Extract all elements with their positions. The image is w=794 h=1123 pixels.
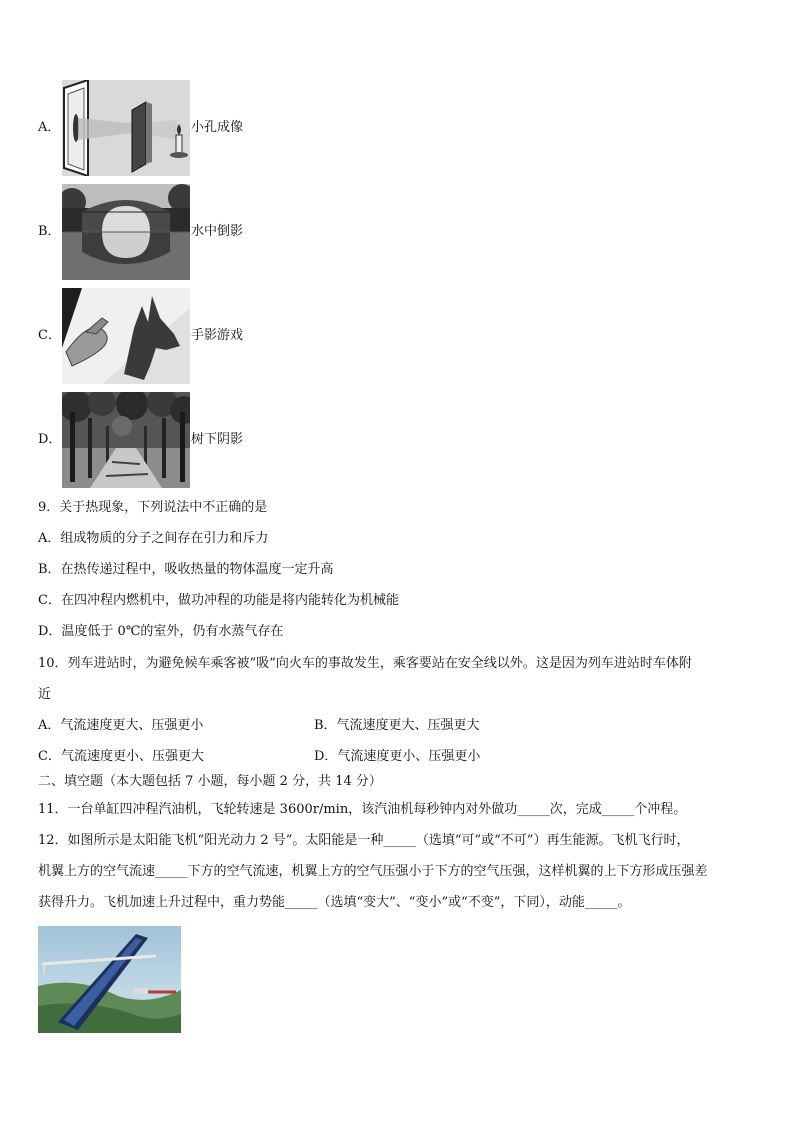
option-a: A．组成物质的分子之间存在引力和斥力 xyxy=(38,531,269,546)
solar-plane-image xyxy=(38,926,181,1033)
question-12-line-1: 12．如图所示是太阳能飞机“阳光动力 2 号”。太阳能是一种_____（选填“可”或“不可”）再生能源。飞机飞行时， xyxy=(38,833,690,848)
option-b: B．气流速度更大、压强更大 xyxy=(314,718,480,733)
question-12-line-3: 获得升力。飞机加速上升过程中，重力势能_____（选填“变大”、“变小”或“不变”，下同），动能_____。 xyxy=(38,895,631,910)
option-letter: C． xyxy=(38,328,61,343)
hand-shadow-image xyxy=(62,288,190,384)
question-stem: 9．关于热现象，下列说法中不正确的是 xyxy=(38,500,268,515)
option-c: C．气流速度更小、压强更大 xyxy=(38,749,204,764)
option-d: D．温度低于 0℃的室外，仍有水蒸气存在 xyxy=(38,624,284,639)
question-stem-continued: 近 xyxy=(38,687,52,702)
option-d: D．气流速度更小、压强更小 xyxy=(314,749,481,764)
option-caption: 手影游戏 xyxy=(191,328,244,343)
option-letter: D． xyxy=(38,432,62,447)
option-caption: 小孔成像 xyxy=(191,120,244,135)
pinhole-camera-image xyxy=(62,80,190,176)
tree-shadow-image xyxy=(62,392,190,488)
section-title: 二、填空题（本大题包括 7 小题，每小题 2 分，共 14 分） xyxy=(38,774,382,789)
bridge-reflection-image xyxy=(62,184,190,280)
question-12-line-2: 机翼上方的空气流速_____下方的空气流速，机翼上方的空气压强小于下方的空气压强，这样机翼的上下方形成压强差 xyxy=(38,864,708,879)
question-11: 11．一台单缸四冲程汽油机，飞轮转速是 3600r/min，该汽油机每秒钟内对外做功_____次，完成_____个冲程。 xyxy=(38,802,687,817)
option-letter: A． xyxy=(38,120,61,135)
option-letter: B． xyxy=(38,224,61,239)
option-b: B．在热传递过程中，吸收热量的物体温度一定升高 xyxy=(38,562,334,577)
option-c: C．在四冲程内燃机中，做功冲程的功能是将内能转化为机械能 xyxy=(38,593,399,608)
question-stem: 10．列车进站时，为避免候车乘客被“吸”向火车的事故发生，乘客要站在安全线以外。这是因为列车进站时车体附 xyxy=(38,656,692,671)
option-caption: 树下阴影 xyxy=(191,432,244,447)
option-caption: 水中倒影 xyxy=(191,224,244,239)
option-a: A．气流速度更大、压强更小 xyxy=(38,718,204,733)
